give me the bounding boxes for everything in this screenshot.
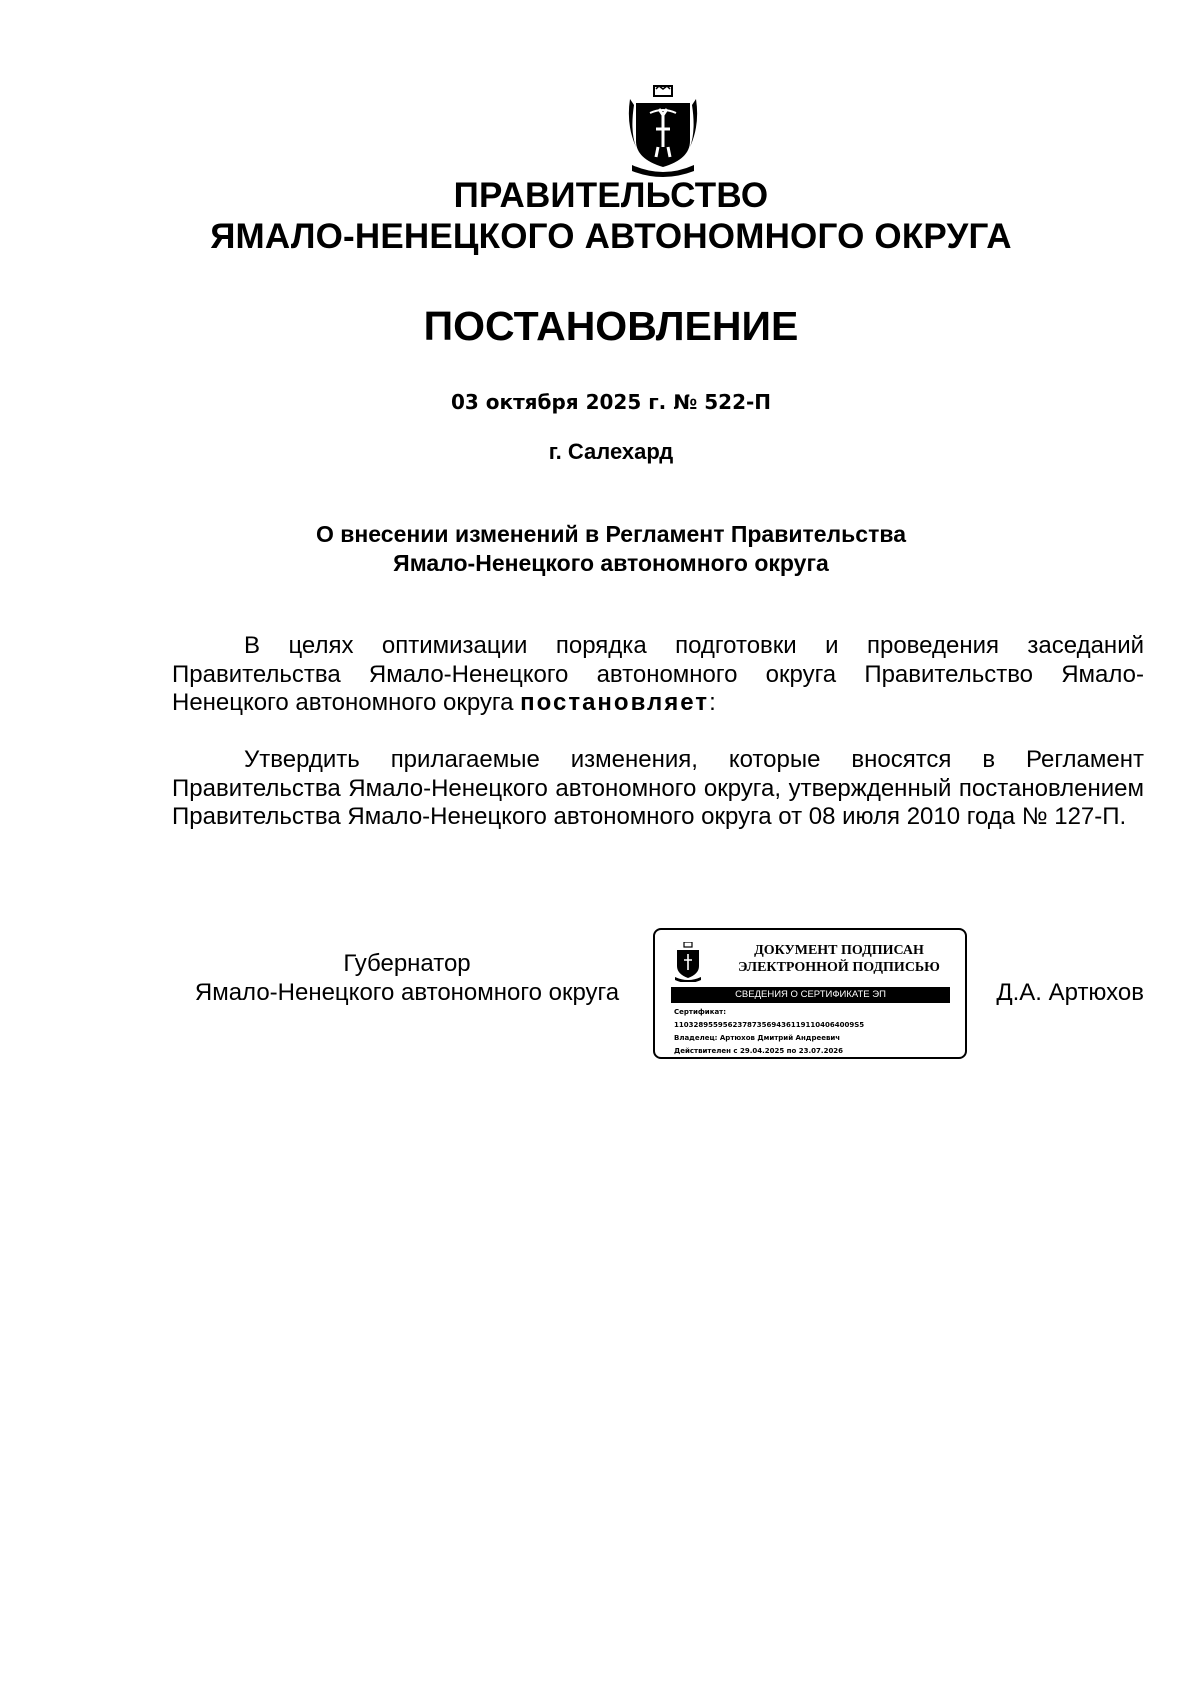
subject-line2: Ямало-Ненецкого автономного округа	[393, 550, 829, 576]
paragraph1-text: В целях оптимизации порядка подготовки и проведения заседаний Правительства Ямало-Ненецкого автономного округа Правительство Ямало-Ненецкого автономного округа	[172, 632, 1144, 716]
stamp-title	[721, 942, 957, 976]
government-title-line1: ПРАВИТЕЛЬСТВО	[453, 176, 769, 215]
document-type-title: ПОСТАНОВЛЕНИЕ	[423, 303, 799, 349]
signatory-name: Д.А. Артюхов	[996, 979, 1144, 1006]
document-subject	[11, 520, 1200, 578]
paragraph1-emphasis: постановляет	[520, 689, 710, 716]
body-paragraph-1	[172, 632, 1144, 718]
government-title-line2: ЯМАЛО-НЕНЕЦКОГО АВТОНОМНОГО ОКРУГА	[210, 217, 1012, 256]
subject-line1: О внесении изменений в Регламент Правительства	[316, 521, 906, 547]
paragraph1-end: :	[709, 689, 716, 716]
document-city: г. Салехард	[548, 439, 674, 464]
document-date-number: 03 октября 2025 г. № 522-П	[450, 390, 772, 414]
electronic-signature-stamp	[653, 928, 967, 1059]
stamp-emblem-icon	[673, 942, 703, 982]
body-paragraph-2: Утвердить прилагаемые изменения, которые вносятся в Регламент Правительства Ямало-Ненецкого автономного округа, утвержденный постановлением Правительства Ямало-Ненецкого автономного округа от 08 июля 2010 года № 127-П.	[172, 746, 1144, 830]
stamp-certificate-info	[674, 1006, 959, 1058]
stamp-certificate-label: Сертификат:	[674, 1008, 727, 1016]
signatory-position-line2: Ямало-Ненецкого автономного округа	[194, 979, 620, 1006]
coat-of-arms-emblem	[626, 85, 700, 177]
signatory-position-line1: Губернатор	[343, 950, 471, 977]
stamp-title-line1: ДОКУМЕНТ ПОДПИСАН	[754, 943, 924, 958]
stamp-validity: Действителен с 29.04.2025 по 23.07.2026	[674, 1047, 844, 1055]
stamp-title-line2: ЭЛЕКТРОННОЙ ПОДПИСЬЮ	[738, 960, 940, 975]
stamp-certificate-bar: СВЕДЕНИЯ О СЕРТИФИКАТЕ ЭП	[671, 987, 950, 1003]
stamp-certificate-number: 1103289559562378735694361191104064009S5	[674, 1021, 865, 1029]
stamp-owner: Владелец: Артюхов Дмитрий Андреевич	[674, 1034, 841, 1042]
signatory-position	[172, 949, 642, 1007]
